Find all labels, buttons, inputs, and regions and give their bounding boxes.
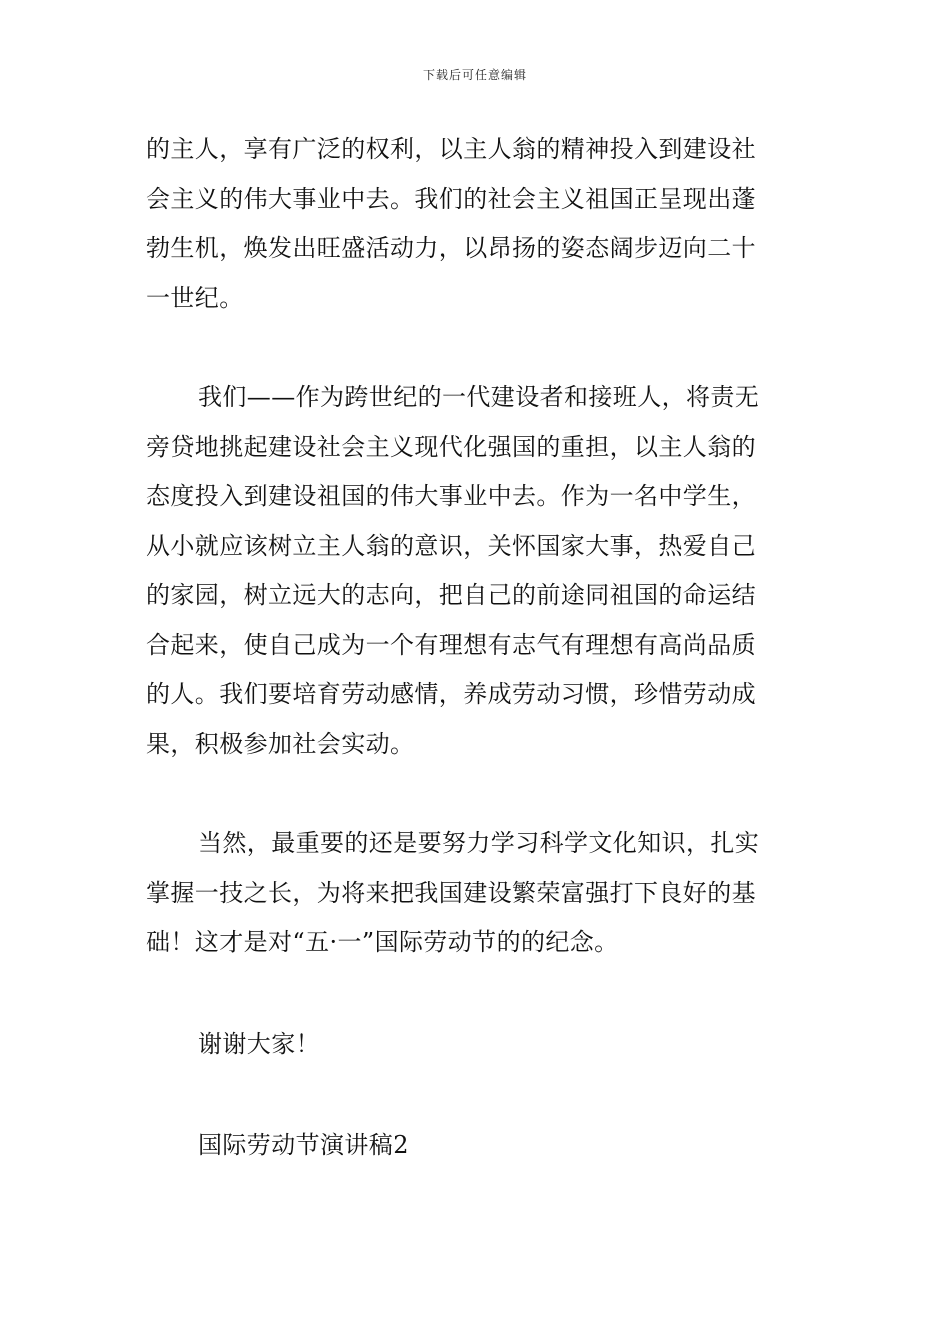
text-line: 的人。我们要培育劳动感情，养成劳动习惯，珍惜劳动成 xyxy=(146,680,756,708)
text-line: 合起来，使自己成为一个有理想有志气有理想有高尚品质 xyxy=(146,630,756,659)
text-line: 勃生机，焕发出旺盛活动力，以昂扬的姿态阔步迈向二十 xyxy=(146,234,756,262)
text-line: 果，积极参加社会实动。 xyxy=(146,729,415,758)
paragraph-3 xyxy=(146,819,806,968)
text-line: 的家园，树立远大的志向，把自己的前途同祖国的命运结 xyxy=(146,581,756,609)
paragraph-2 xyxy=(146,373,806,769)
text-line: 态度投入到建设祖国的伟大事业中去。作为一名中学生， xyxy=(146,482,756,510)
text-line: 础！这才是对“五·一”国际劳动节的的纪念。 xyxy=(146,928,619,956)
text-line: 当然，最重要的还是要努力学习科学文化知识，扎实 xyxy=(198,829,760,857)
document-body xyxy=(146,125,806,1171)
text-line: 我们——作为跨世纪的一代建设者和接班人，将责无 xyxy=(198,383,760,411)
paragraph-1 xyxy=(146,125,806,323)
text-line: 旁贷地挑起建设社会主义现代化强国的重担，以主人翁的 xyxy=(146,432,756,461)
closing-text: 谢谢大家！ xyxy=(198,1029,320,1058)
next-section-title xyxy=(146,1121,806,1171)
text-line: 掌握一技之长，为将来把我国建设繁荣富强打下良好的基 xyxy=(146,878,756,907)
text-line: 从小就应该树立主人翁的意识，关怀国家大事，热爱自己 xyxy=(146,531,756,560)
closing-line xyxy=(146,1020,806,1070)
page-header-note: 下载后可任意编辑 xyxy=(422,68,527,82)
text-line: 的主人，享有广泛的权利，以主人翁的精神投入到建设社 xyxy=(146,135,756,163)
section-title-text: 国际劳动节演讲稿2 xyxy=(198,1131,409,1159)
text-line: 一世纪。 xyxy=(146,283,244,312)
text-line: 会主义的伟大事业中去。我们的社会主义祖国正呈现出蓬 xyxy=(146,184,756,213)
